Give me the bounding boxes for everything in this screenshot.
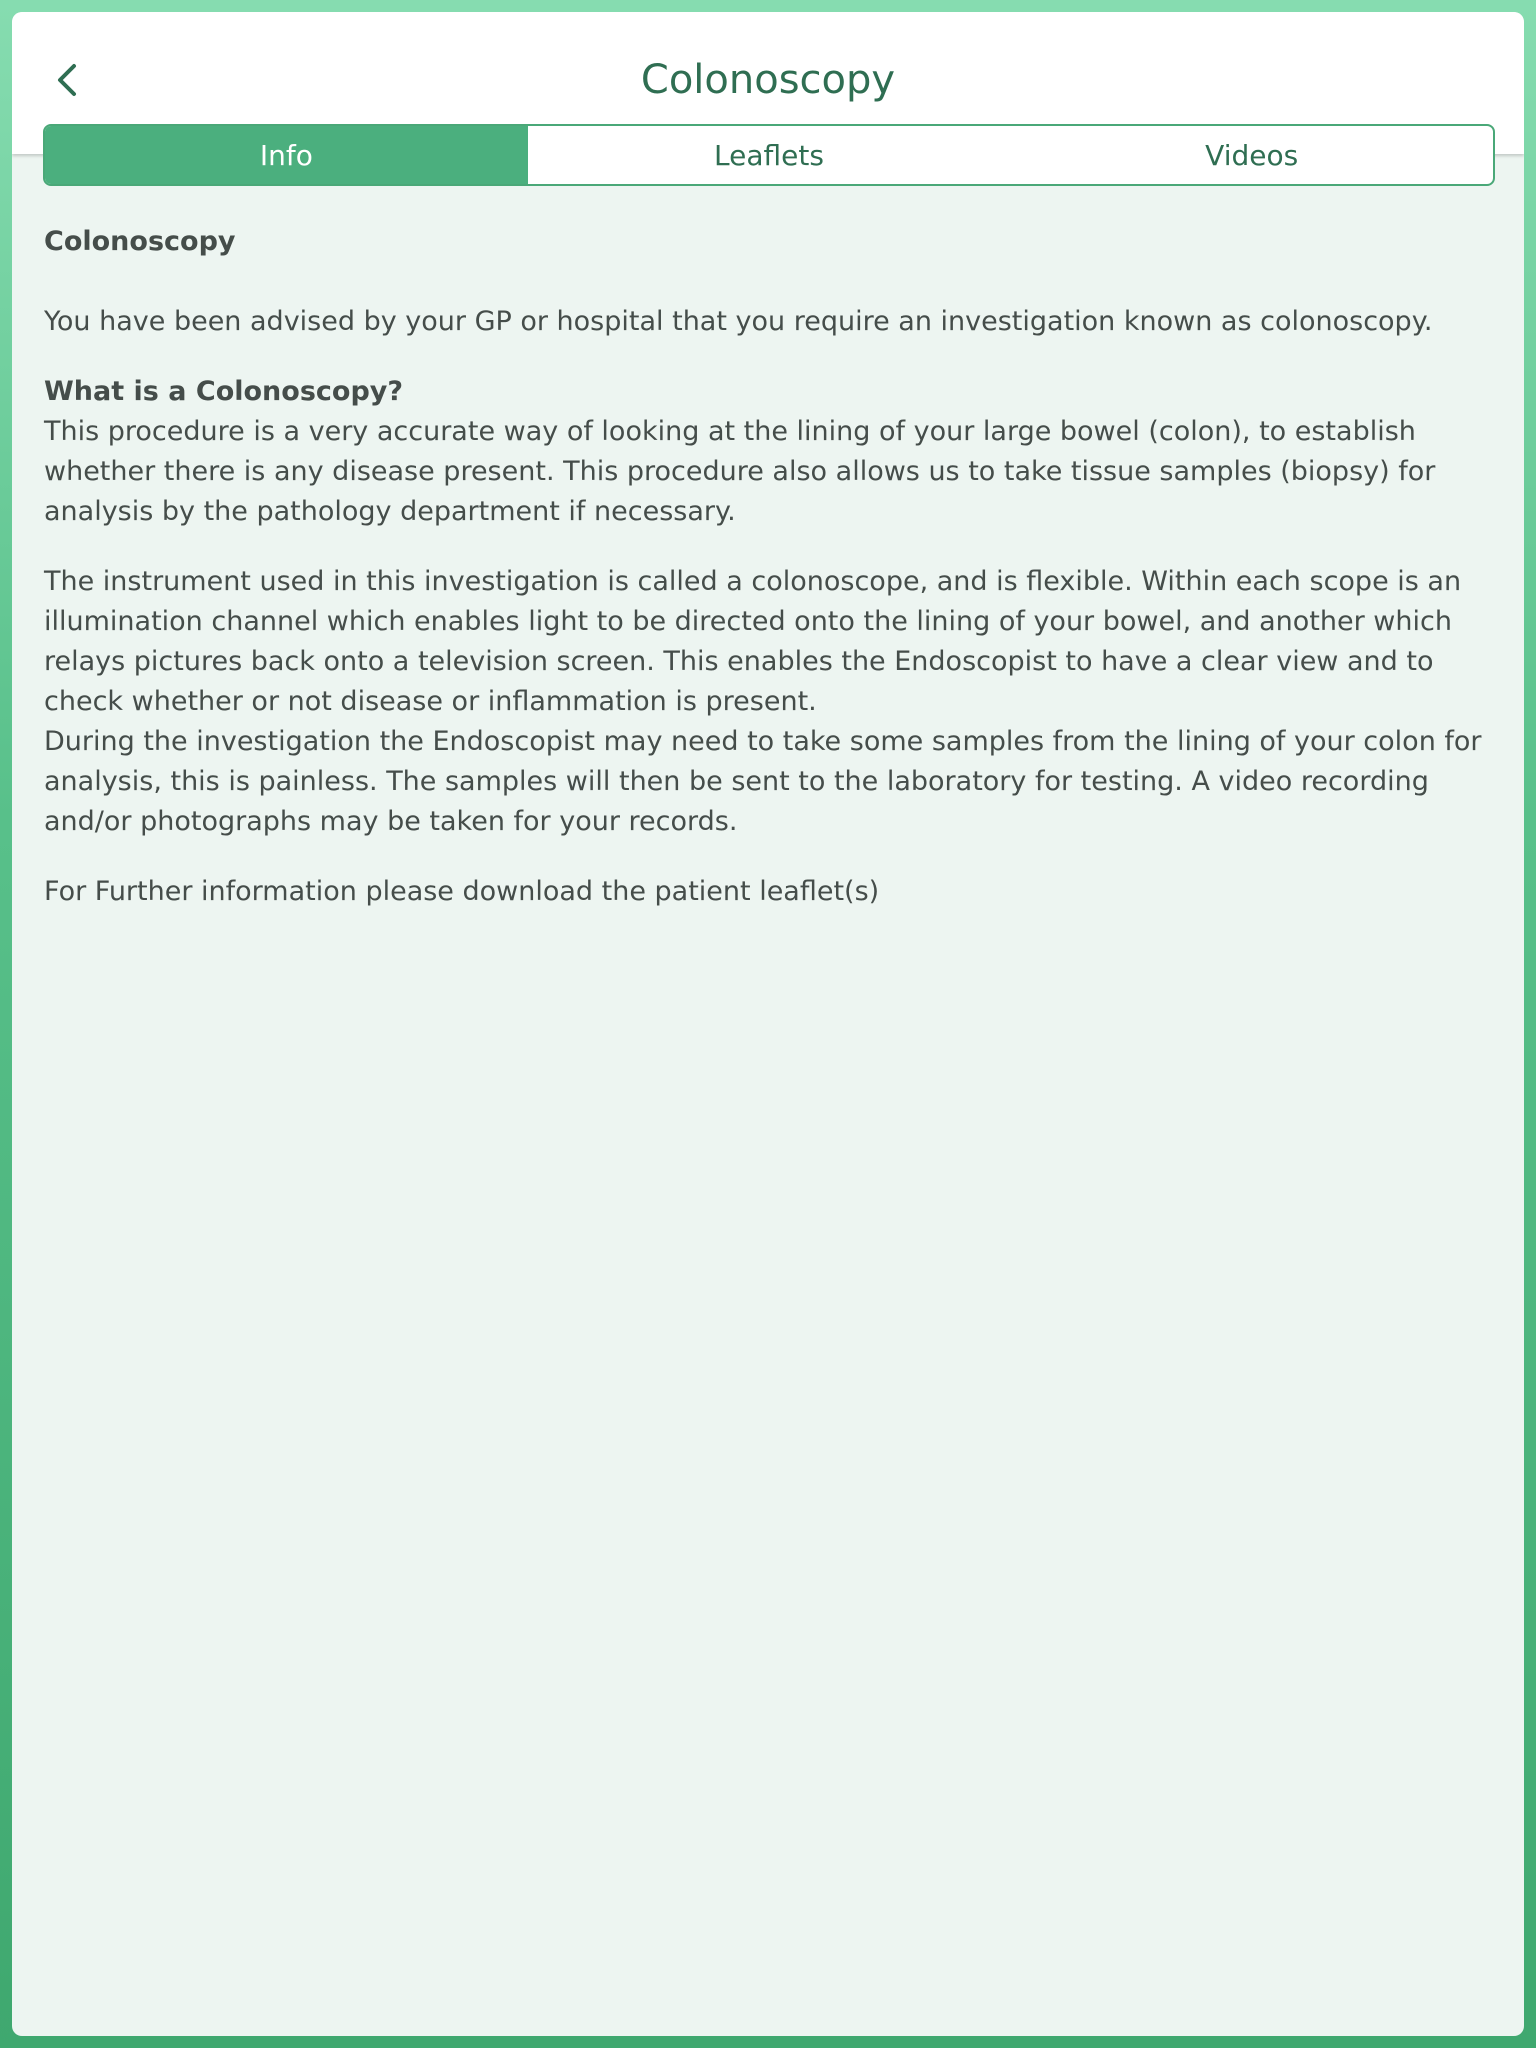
segmented-tabs xyxy=(43,124,1495,186)
content-heading: Colonoscopy xyxy=(44,226,236,257)
tab-leaflets[interactable]: Leaflets xyxy=(714,138,824,172)
main-panel xyxy=(12,12,1524,2036)
what-paragraph: This procedure is a very accurate way of looking at the lining of your large bowel (colon), to establish whether there is any disease present. This procedure also allows us to take tissue samples (biopsy) for analysis by the pathology department if necessary. xyxy=(44,416,1436,527)
tab-info[interactable]: Info xyxy=(45,126,528,184)
instrument-paragraph: The instrument used in this investigation is called a colonoscope, and is flexible. Within each scope is an illumination channel which enables light to be directed onto the lining of your bowel, and another which relays pictures back onto a television screen. This enables the Endoscopist to have a clear view and to check whether or not disease or inflammation is present. xyxy=(44,566,1462,717)
samples-paragraph: During the investigation the Endoscopist may need to take some samples from the lining of your colon for analysis, this is painless. The samples will then be sent to the laboratory for testing. A video recording and/or photographs may be taken for your records. xyxy=(44,726,1482,837)
further-info-paragraph: For Further information please download the patient leaflet(s) xyxy=(44,876,880,907)
what-section xyxy=(44,372,1494,532)
instrument-section xyxy=(44,562,1494,842)
page-title: Colonoscopy xyxy=(640,57,896,103)
what-heading: What is a Colonoscopy? xyxy=(44,376,404,407)
info-content xyxy=(44,222,1494,942)
intro-paragraph: You have been advised by your GP or hospital that you require an investigation known as colonoscopy. xyxy=(44,306,1433,337)
tab-videos[interactable]: Videos xyxy=(1205,138,1299,172)
